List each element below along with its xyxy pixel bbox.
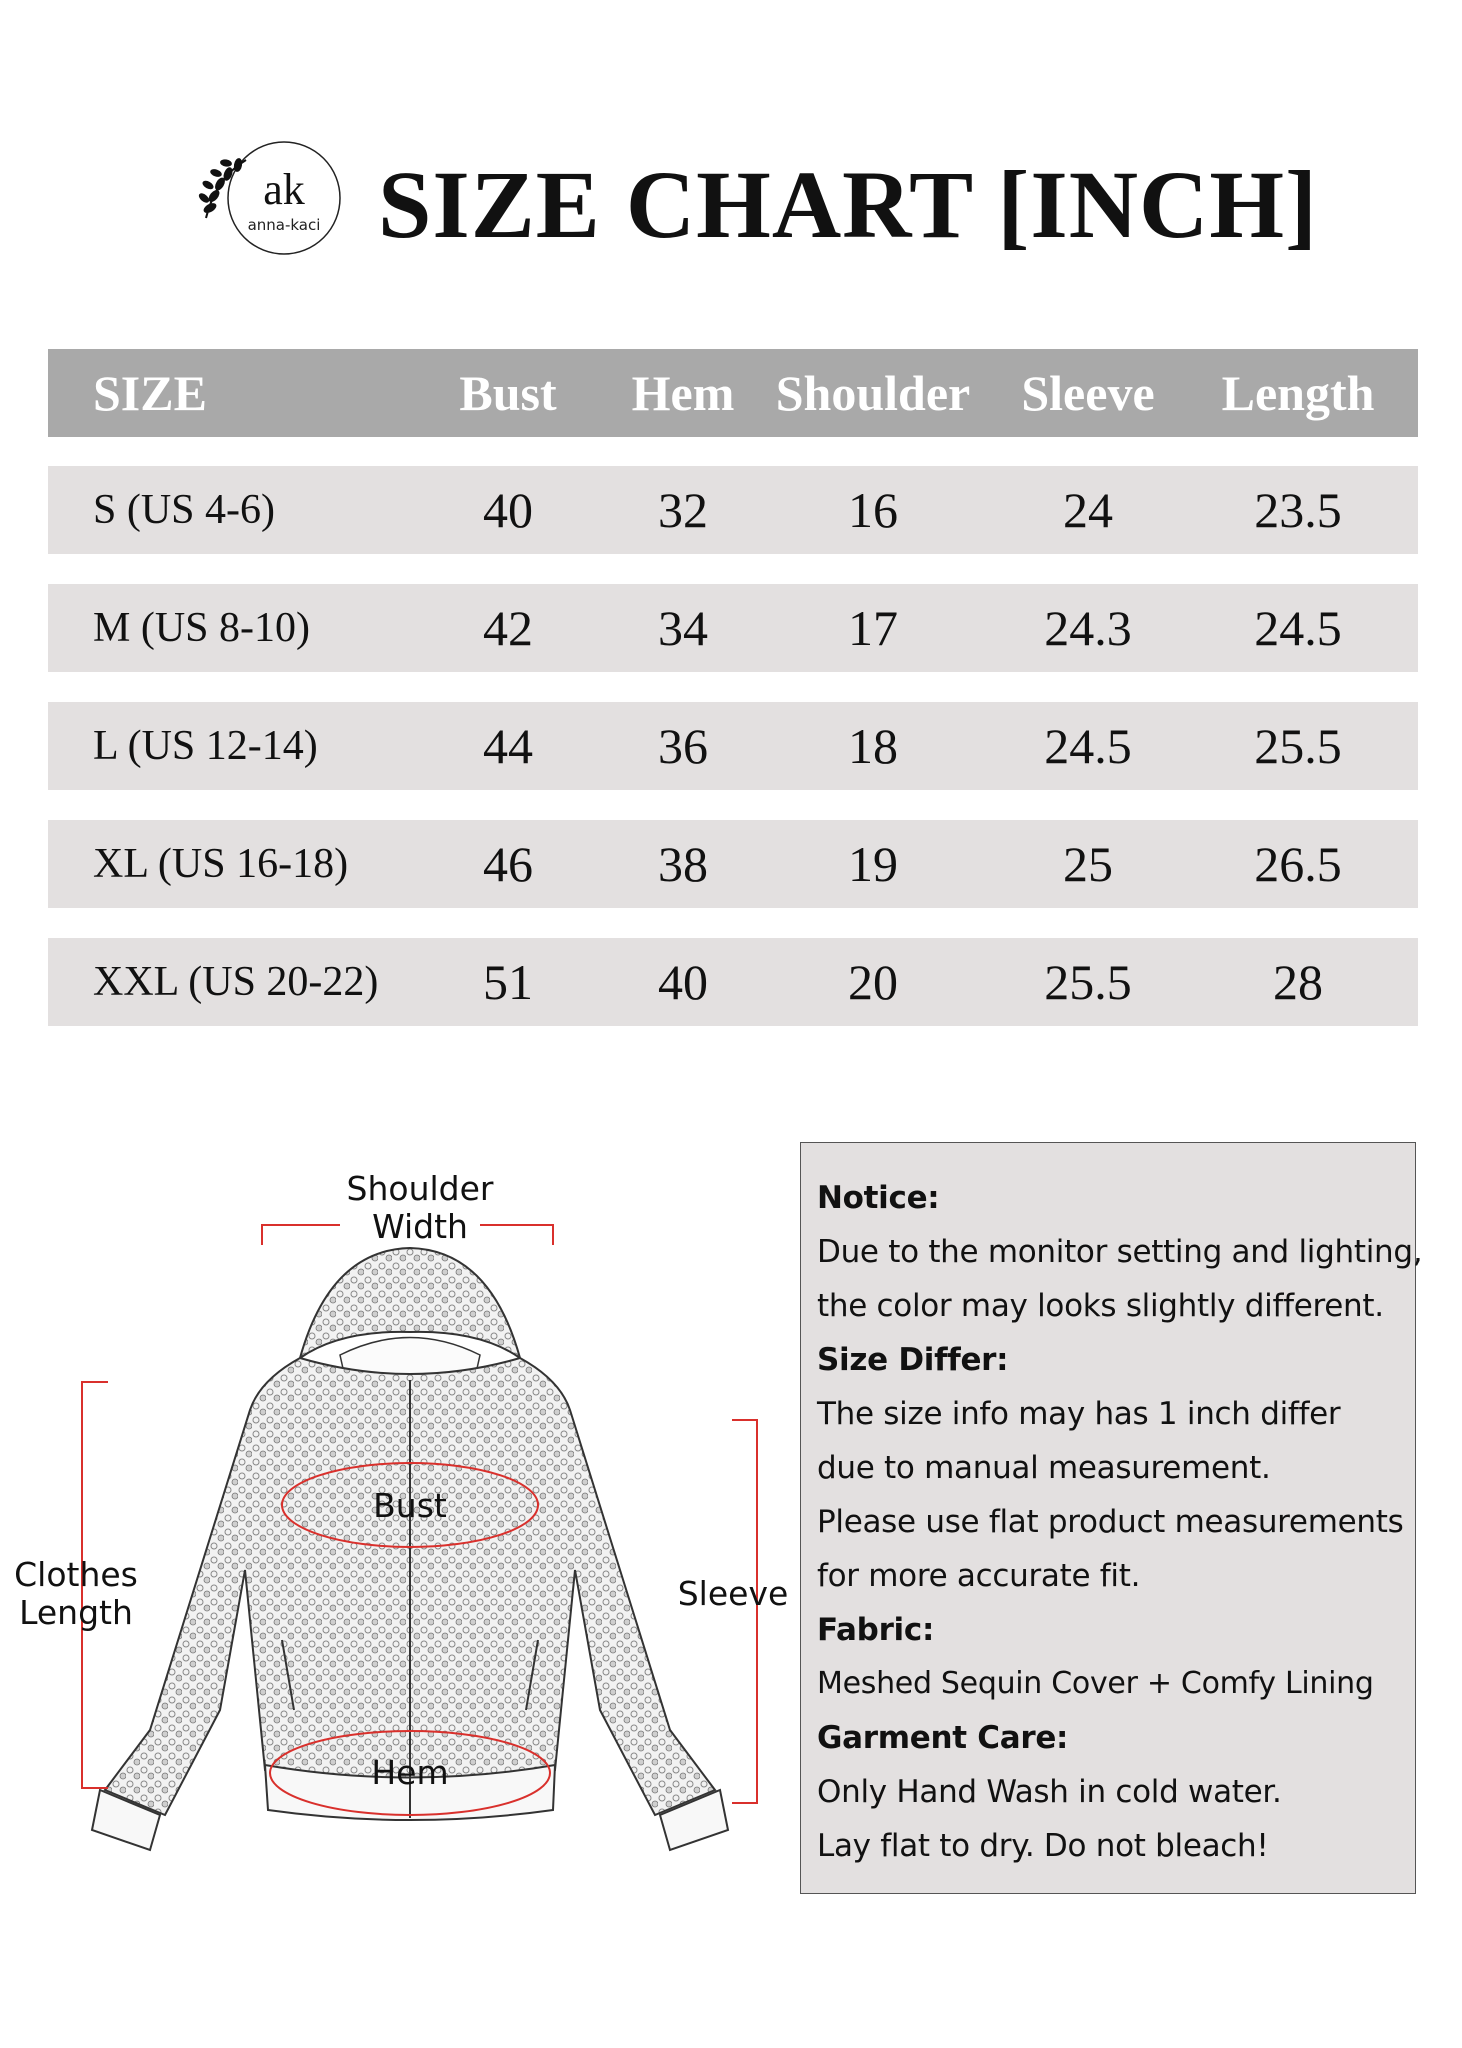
- brand-logo: [196, 138, 346, 258]
- shoulder-cell: 17: [848, 600, 898, 656]
- size-cell: XL (US 16-18): [93, 841, 349, 887]
- shoulder-cell: 16: [848, 482, 898, 538]
- table-row: [48, 584, 1418, 672]
- garment-care-heading: Garment Care:: [817, 1720, 1069, 1756]
- shoulder-label-line1: Shoulder: [346, 1169, 494, 1208]
- bust-cell: 51: [483, 954, 533, 1010]
- header-sleeve: Sleeve: [1021, 365, 1155, 421]
- header-shoulder: Shoulder: [775, 365, 971, 421]
- hem-cell: 36: [658, 718, 708, 774]
- clothes-length-label: [0, 1556, 152, 1632]
- bust-cell: 42: [483, 600, 533, 656]
- sleeve-cell: 25.5: [1044, 954, 1132, 1010]
- table-row: [48, 466, 1418, 554]
- notice-text: Due to the monitor setting and lighting,: [817, 1234, 1423, 1270]
- header-hem: Hem: [631, 365, 735, 421]
- bust-cell: 40: [483, 482, 533, 538]
- notice-heading: Notice:: [817, 1180, 940, 1216]
- hem-cell: 40: [658, 954, 708, 1010]
- shoulder-width-label: [320, 1170, 520, 1246]
- header-length: Length: [1221, 365, 1375, 421]
- shoulder-label-line2: Width: [372, 1207, 468, 1246]
- garment-care-text: Only Hand Wash in cold water.: [817, 1774, 1282, 1810]
- size-cell: L (US 12-14): [93, 723, 318, 769]
- sleeve-label: Sleeve: [677, 1574, 789, 1613]
- header-size: SIZE: [93, 365, 207, 421]
- notice-box: [800, 1142, 1423, 1894]
- size-differ-text: for more accurate fit.: [817, 1558, 1141, 1594]
- sleeve-cell: 25: [1063, 836, 1113, 892]
- table-header: [48, 349, 1418, 437]
- brand-name: anna-kaci: [247, 216, 321, 234]
- size-cell: S (US 4-6): [93, 487, 276, 533]
- notice-text: the color may looks slightly different.: [817, 1288, 1384, 1324]
- size-differ-text: The size info may has 1 inch differ: [817, 1396, 1341, 1432]
- fabric-text: Meshed Sequin Cover + Comfy Lining: [817, 1666, 1374, 1701]
- size-cell: XXL (US 20-22): [93, 959, 379, 1005]
- page-title: SIZE CHART [INCH]: [378, 151, 1319, 258]
- shoulder-cell: 18: [848, 718, 898, 774]
- table-row: [48, 938, 1418, 1026]
- sleeve-cell: 24: [1063, 482, 1113, 538]
- measurement-diagram: [0, 1150, 800, 1900]
- size-cell: M (US 8-10): [93, 605, 310, 651]
- bust-cell: 46: [483, 836, 533, 892]
- length-cell: 25.5: [1254, 718, 1342, 774]
- size-differ-heading: Size Differ:: [817, 1342, 1009, 1378]
- fabric-heading: Fabric:: [817, 1612, 935, 1648]
- header-bust: Bust: [459, 365, 557, 421]
- hem-label: Hem: [371, 1753, 449, 1792]
- bust-cell: 44: [483, 718, 533, 774]
- size-differ-text: Please use flat product measurements: [817, 1504, 1404, 1540]
- sleeve-cell: 24.5: [1044, 718, 1132, 774]
- length-cell: 24.5: [1254, 600, 1342, 656]
- size-differ-text: due to manual measurement.: [817, 1450, 1271, 1486]
- table-row: [48, 820, 1418, 908]
- brand-monogram: ak: [263, 165, 305, 214]
- table-row: [48, 702, 1418, 790]
- sleeve-cell: 24.3: [1044, 600, 1132, 656]
- garment-care-text: Lay flat to dry. Do not bleach!: [817, 1828, 1269, 1864]
- shoulder-cell: 19: [848, 836, 898, 892]
- length-cell: 28: [1273, 954, 1323, 1010]
- bust-label: Bust: [373, 1486, 447, 1525]
- hem-cell: 38: [658, 836, 708, 892]
- length-label-line1: Clothes: [14, 1555, 138, 1594]
- length-cell: 23.5: [1254, 482, 1342, 538]
- hem-cell: 34: [658, 600, 708, 656]
- length-cell: 26.5: [1254, 836, 1342, 892]
- length-label-line2: Length: [19, 1593, 133, 1632]
- hem-cell: 32: [658, 482, 708, 538]
- shoulder-cell: 20: [848, 954, 898, 1010]
